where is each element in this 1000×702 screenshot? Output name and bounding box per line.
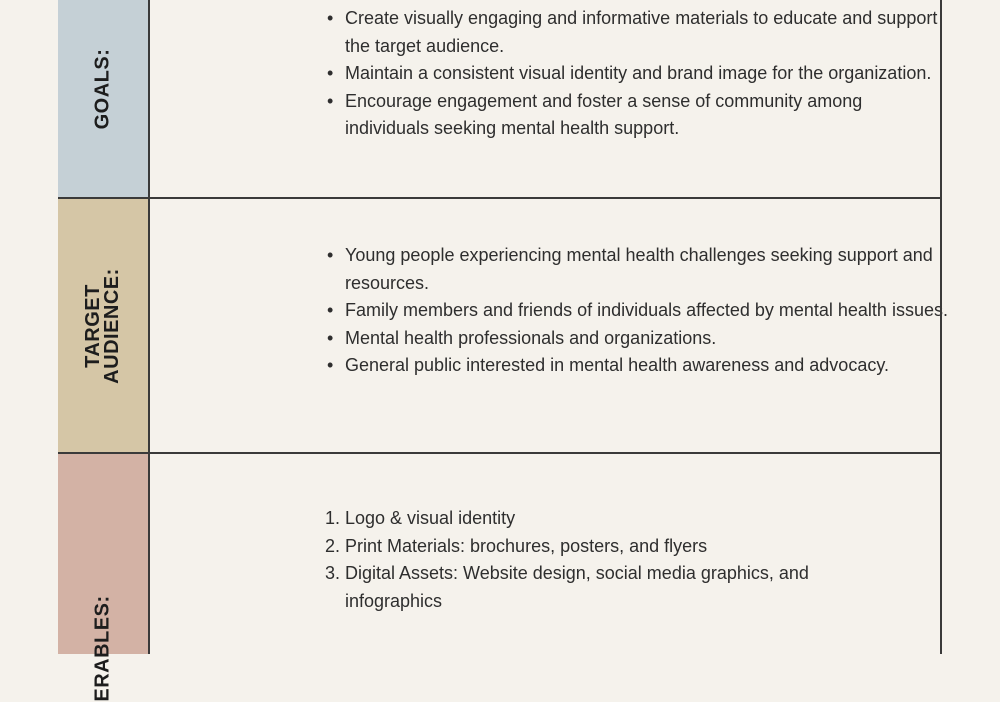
goals-row xyxy=(58,0,942,199)
bullet-icon: • xyxy=(327,245,334,265)
deliverables-item-text: Logo & visual identity xyxy=(345,508,516,528)
list-item xyxy=(325,560,885,615)
list-item xyxy=(327,297,965,325)
deliverables-item-text: Digital Assets: Website design, social media graphics, and infographics xyxy=(345,563,809,611)
deliverables-row xyxy=(58,454,942,702)
goals-content xyxy=(150,0,945,197)
goals-item-text: Create visually engaging and informative materials to educate and support the target audience. xyxy=(345,8,938,56)
bullet-icon: • xyxy=(327,63,334,84)
bullet-icon: • xyxy=(327,355,334,376)
goals-label: GOALS: xyxy=(91,48,114,129)
list-item xyxy=(327,88,945,143)
audience-label-line1: TARGET xyxy=(82,283,104,368)
deliverables-list xyxy=(325,505,885,615)
bullet-icon: • xyxy=(327,327,334,348)
audience-label-cell xyxy=(58,199,150,452)
audience-list xyxy=(327,242,965,380)
bullet-icon: • xyxy=(327,300,334,321)
list-item xyxy=(325,505,885,533)
audience-label-line2: AUDIENCE: xyxy=(101,267,123,384)
audience-item-text: Mental health professionals and organizations. xyxy=(345,327,717,348)
deliverables-label-cell xyxy=(58,454,150,702)
deliverables-item-text: Print Materials: brochures, posters, and flyers xyxy=(345,535,708,556)
audience-content xyxy=(150,199,965,452)
audience-item-text: General public interested in mental health awareness and advocacy. xyxy=(345,355,889,376)
list-item xyxy=(327,325,965,353)
deliverables-label: ERABLES: xyxy=(91,595,114,702)
goals-list xyxy=(327,5,945,143)
audience-row xyxy=(58,199,948,454)
deliverables-content xyxy=(150,454,942,654)
item-number: 2. xyxy=(325,535,341,556)
goals-label-cell xyxy=(58,0,150,197)
list-item xyxy=(325,533,885,561)
goals-item-text: Maintain a consistent visual identity and brand image for the organization. xyxy=(345,63,932,84)
item-number: 1. xyxy=(325,508,341,528)
goals-item-text: Encourage engagement and foster a sense of community among individuals seeking mental health support. xyxy=(345,90,863,139)
audience-item-text: Family members and friends of individuals affected by mental health issues. xyxy=(345,300,948,321)
list-item xyxy=(327,352,965,380)
list-item xyxy=(327,242,965,297)
creative-brief-table xyxy=(58,0,948,702)
bullet-icon: • xyxy=(327,8,334,28)
audience-item-text: Young people experiencing mental health challenges seeking support and resources. xyxy=(345,245,933,293)
item-number: 3. xyxy=(325,563,341,584)
audience-label xyxy=(84,268,122,384)
list-item xyxy=(327,5,945,60)
bullet-icon: • xyxy=(327,90,334,111)
list-item xyxy=(327,60,945,88)
